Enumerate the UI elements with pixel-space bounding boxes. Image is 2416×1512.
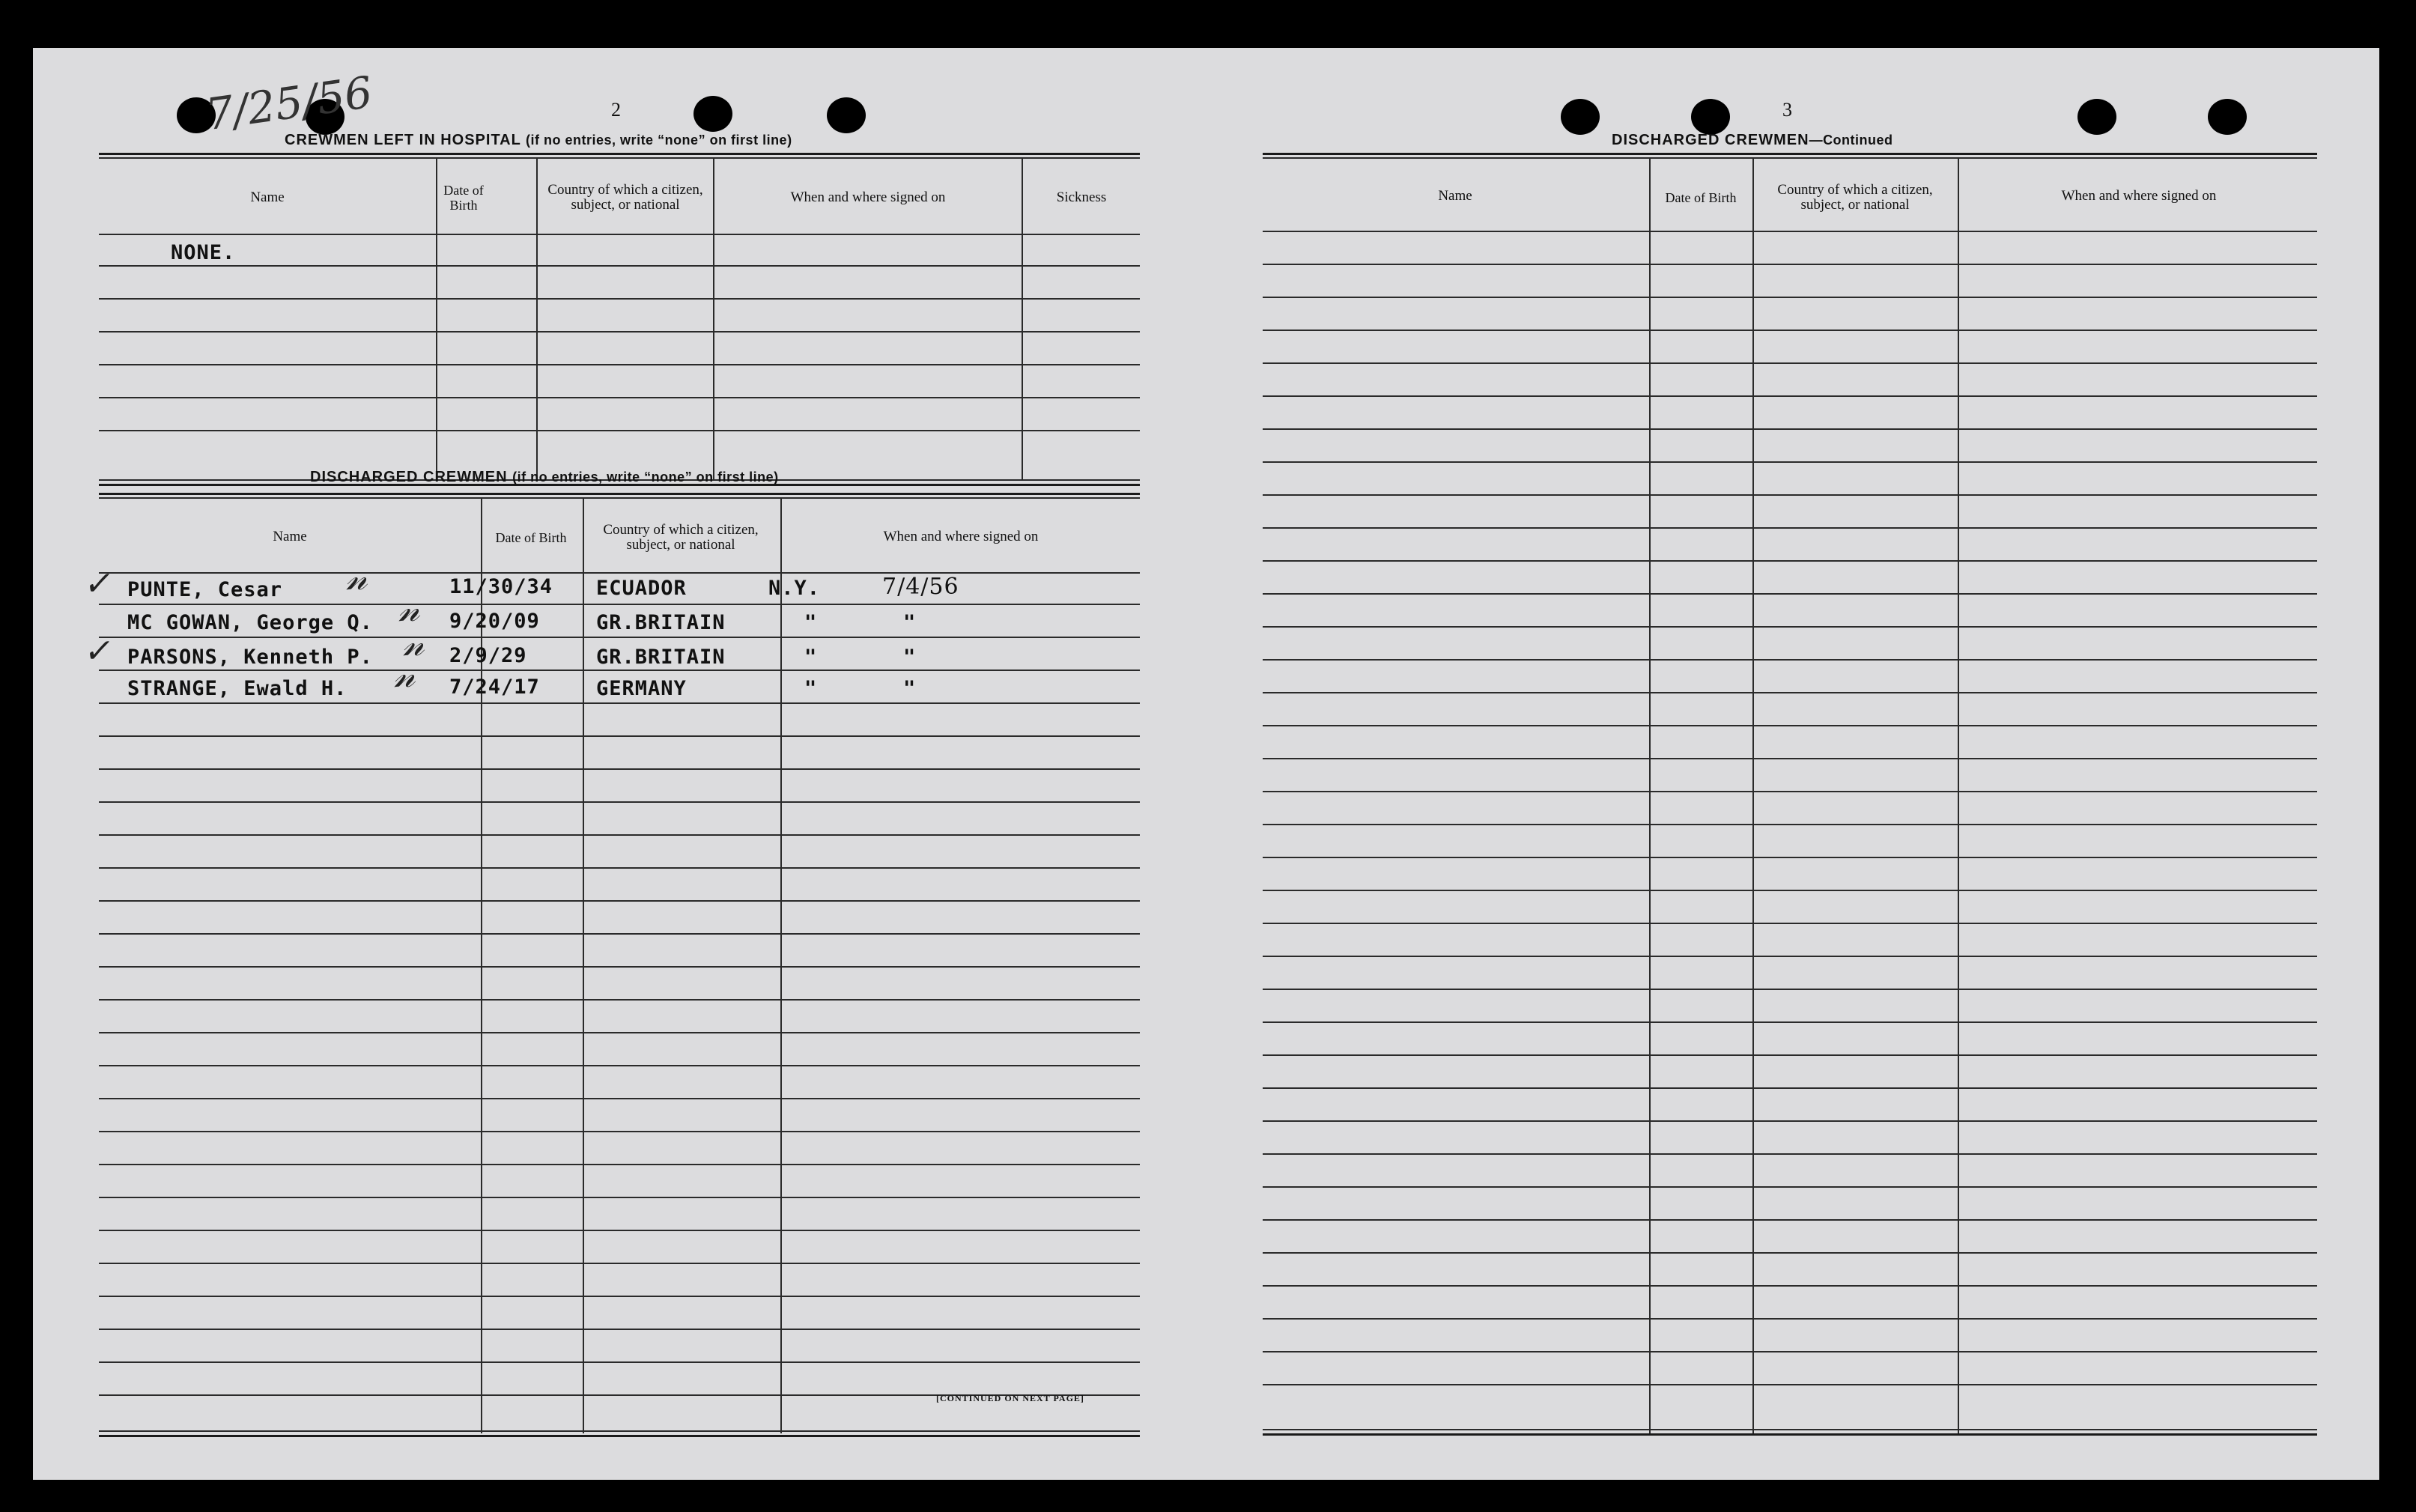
row-2-country: GR.BRITAIN [596, 611, 726, 634]
row-3-name: PARSONS, Kenneth P. [127, 646, 373, 669]
row-3-date: " [903, 646, 917, 669]
hospital-header-country: Country of which a citizen, subject, or national [547, 182, 703, 213]
row-1-country: ECUADOR [596, 577, 687, 600]
check-mark: ✓ [82, 565, 117, 603]
discharged-section-title: DISCHARGED CREWMEN (if no entries, write “none” on first line) [310, 469, 779, 485]
initial-mark: 𝓃 [346, 557, 368, 598]
row-1-name: PUNTE, Cesar [127, 578, 283, 601]
check-mark: ✓ [82, 632, 117, 670]
row-2-place: " [804, 611, 818, 634]
right-header-country: Country of which a citizen, subject, or national [1777, 182, 1933, 213]
right-header-name: Name [1438, 188, 1472, 204]
right-header-dob: Date of Birth [1665, 190, 1737, 205]
discharged-header-dob: Date of Birth [495, 530, 567, 545]
punch-hole [1561, 99, 1600, 135]
discharged-header-name: Name [273, 529, 307, 544]
punch-hole [2208, 99, 2247, 135]
hospital-header-sickness: Sickness [1056, 189, 1107, 205]
punch-hole [693, 96, 732, 132]
hospital-header-dob: Date of Birth [443, 183, 484, 213]
row-2-dob: 9/20/09 [449, 610, 540, 633]
punch-hole [2077, 99, 2116, 135]
right-header-signed: When and where signed on [2061, 188, 2217, 204]
hospital-section-title: CREWMEN LEFT IN HOSPITAL (if no entries, write “none” on first line) [285, 132, 792, 148]
row-4-country: GERMANY [596, 677, 687, 700]
discharged-continued-title: DISCHARGED CREWMEN—Continued [1612, 132, 1893, 148]
row-1-place: N.Y. [768, 577, 821, 600]
row-4-place: " [804, 677, 818, 700]
discharged-header-country: Country of which a citizen, subject, or national [603, 522, 759, 553]
row-4-name: STRANGE, Ewald H. [127, 677, 347, 700]
row-3-dob: 2/9/29 [449, 644, 527, 667]
hospital-entry: NONE. [171, 241, 236, 264]
row-3-country: GR.BRITAIN [596, 646, 726, 669]
initial-mark: 𝓃 [403, 623, 425, 664]
continued-note: [CONTINUED ON NEXT PAGE] [936, 1393, 1084, 1403]
handwritten-date: 7/25/56 [202, 66, 376, 141]
hospital-header-signed: When and where signed on [790, 189, 946, 205]
document-sheet [33, 48, 2379, 1480]
punch-hole [827, 97, 866, 133]
page-number-left: 2 [611, 99, 621, 121]
page-number-right: 3 [1782, 99, 1792, 121]
row-2-name: MC GOWAN, George Q. [127, 611, 373, 634]
initial-mark: 𝓃 [394, 655, 416, 695]
row-1-dob: 11/30/34 [449, 575, 553, 598]
initial-mark: 𝓃 [398, 589, 420, 629]
hospital-header-name: Name [250, 189, 285, 205]
row-4-date: " [903, 677, 917, 700]
punch-hole [1691, 99, 1730, 135]
row-4-dob: 7/24/17 [449, 675, 540, 699]
row-2-date: " [903, 611, 917, 634]
discharged-header-signed: When and where signed on [883, 529, 1039, 544]
row-1-date: 7/4/56 [882, 574, 959, 600]
row-3-place: " [804, 646, 818, 669]
